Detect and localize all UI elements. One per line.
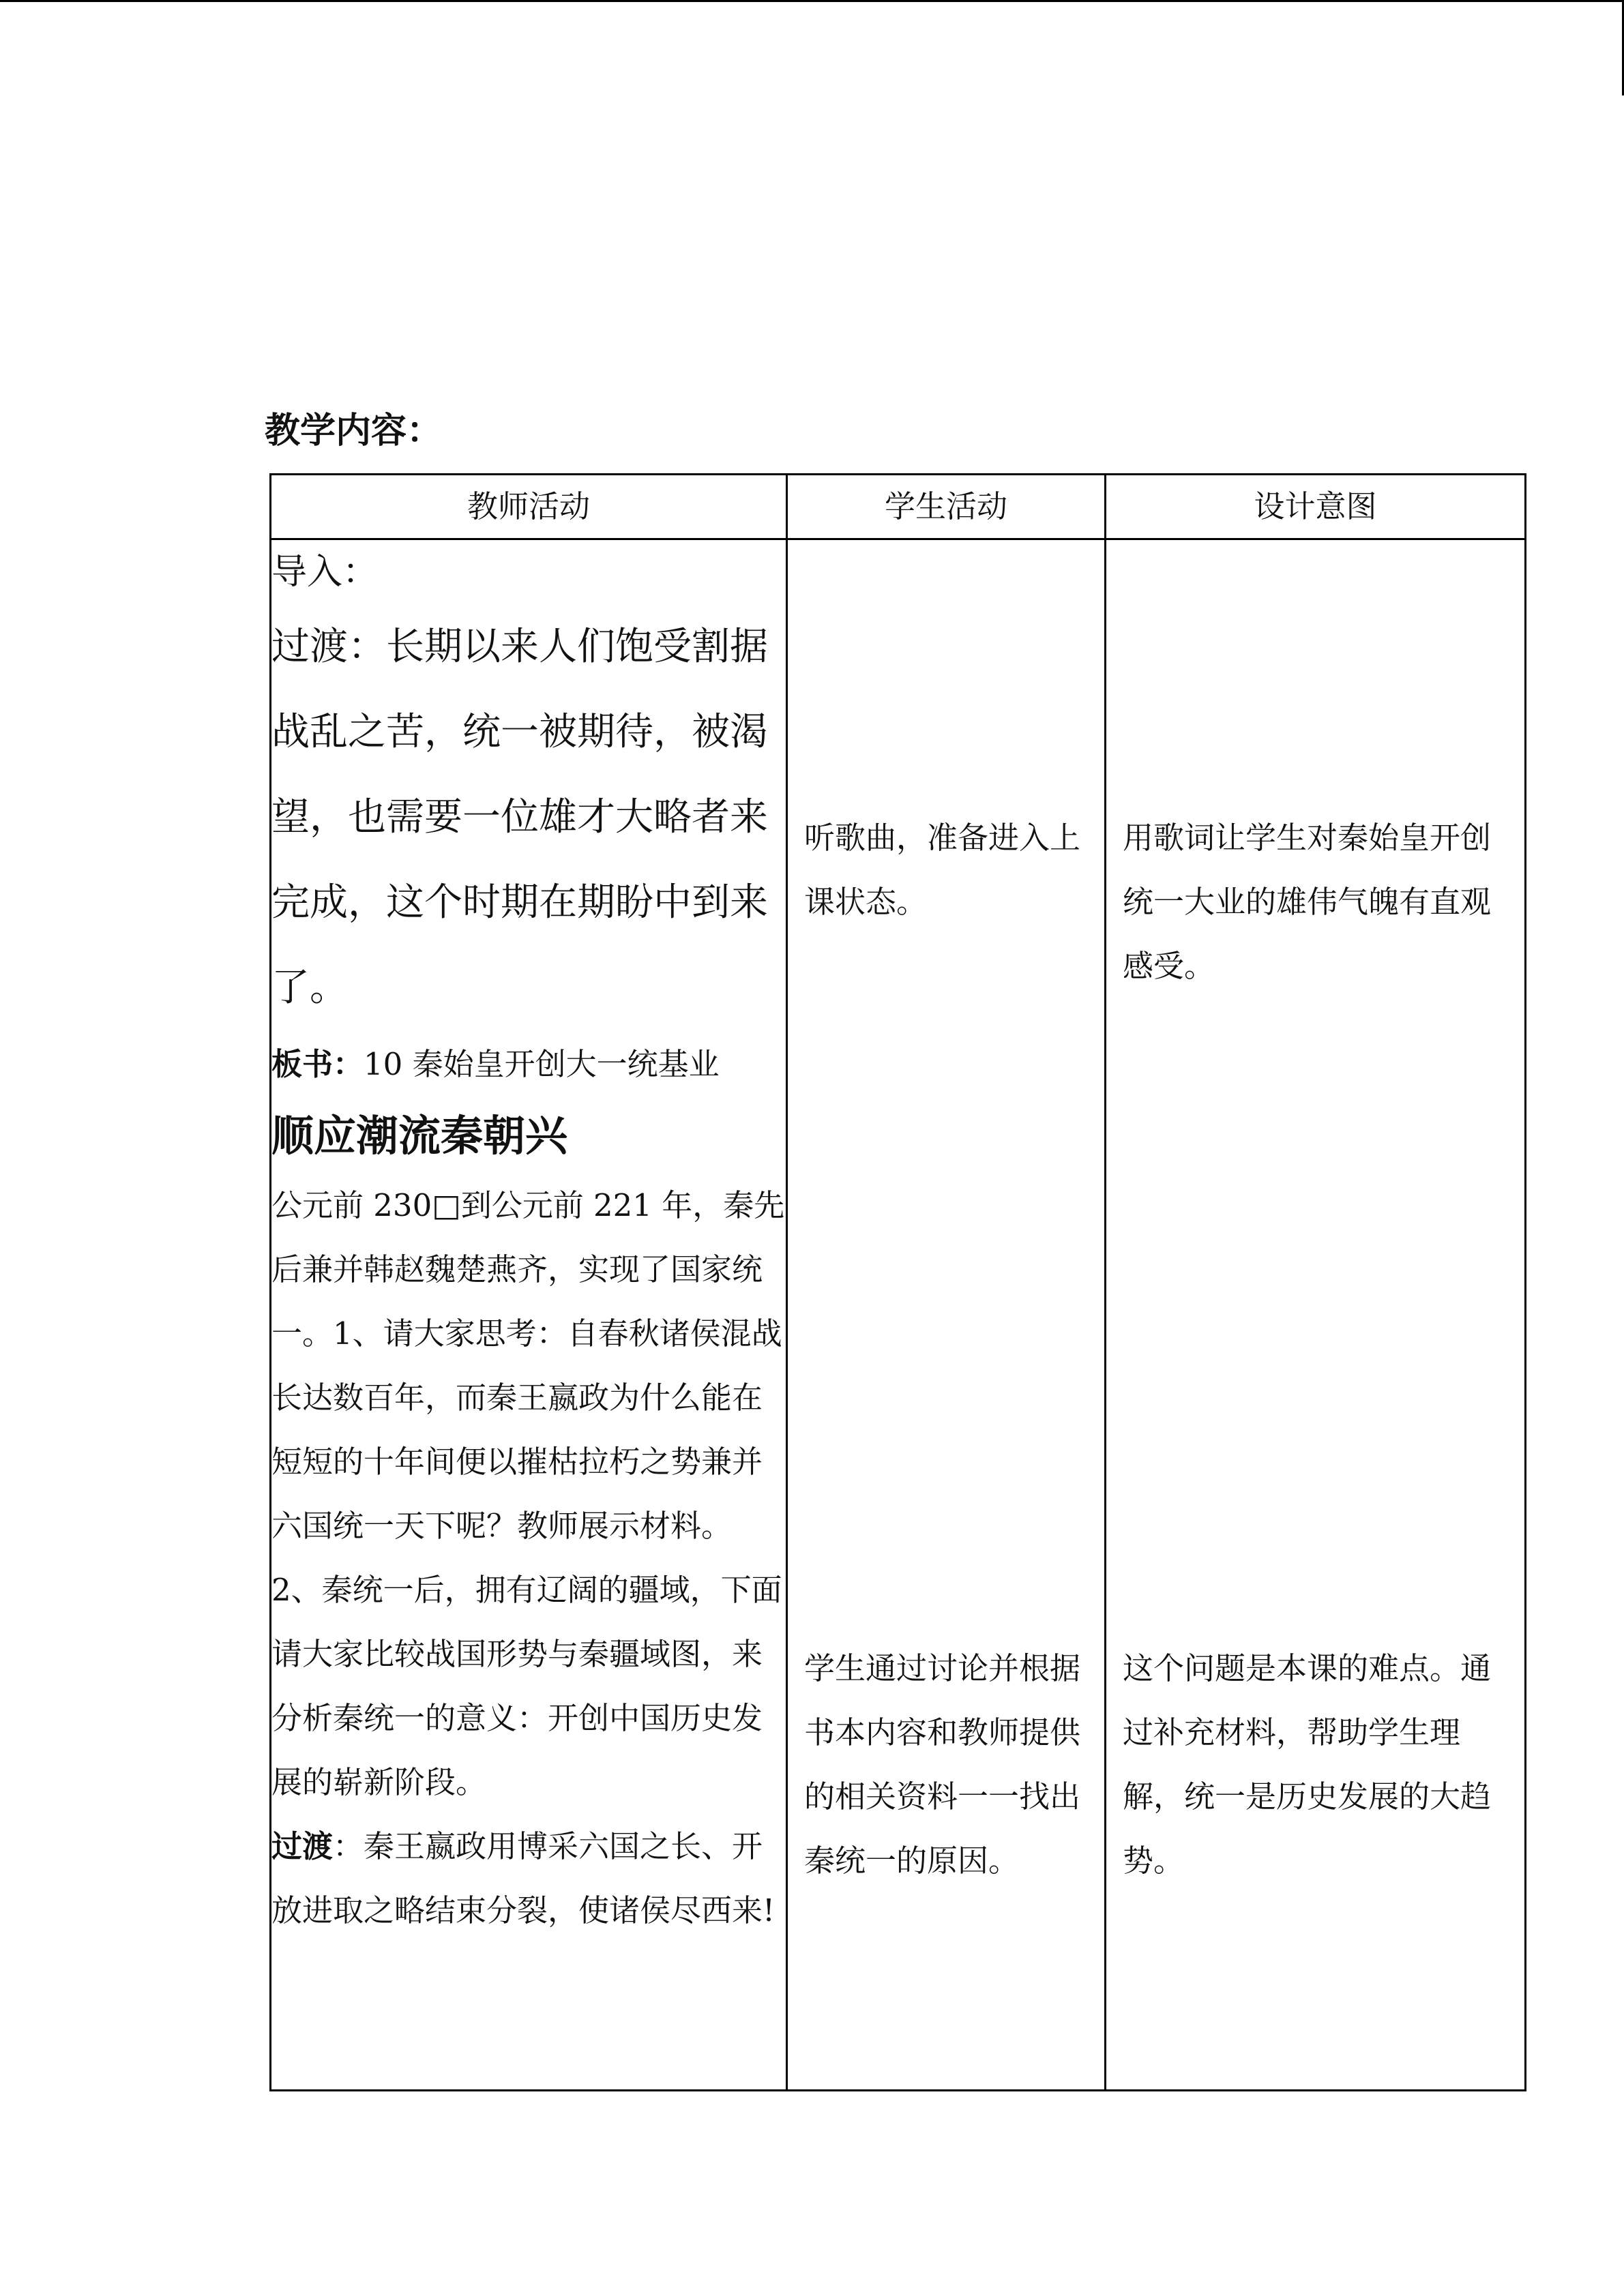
closing-transition: [271, 1815, 786, 1943]
table-row: [271, 539, 1526, 2091]
table-header-row: [271, 475, 1526, 539]
student-activity-cell: [787, 539, 1106, 2091]
student-activity-2: 学生通过讨论并根据书本内容和教师提供的相关资料一一找出秦统一的原因。: [804, 1650, 1081, 1879]
closing-transition-label: 过渡: [271, 1828, 334, 1864]
section-heading: 教学内容：: [265, 411, 443, 451]
design-intent-1: 用歌词让学生对秦始皇开创统一大业的雄伟气魄有直观感受。: [1123, 820, 1492, 984]
transition-paragraph: 过渡：长期以来人们饱受割据战乱之苦，统一被期待，被渴望，也需要一位雄才大略者来完成，这个时期在期盼中到来了。: [271, 625, 768, 1010]
student-activity-1: 听歌曲，准备进入上课状态。: [804, 820, 1081, 920]
design-intent-cell: [1106, 539, 1526, 2091]
board-writing: [271, 1030, 786, 1099]
board-label: 板书：: [271, 1046, 364, 1082]
subheading: 顺应潮流秦朝兴: [271, 1111, 568, 1161]
page-top-border: [0, 0, 1624, 2]
header-design-intent: 设计意图: [1106, 475, 1526, 539]
board-text: 10 秦始皇开创大一统基业: [364, 1046, 720, 1082]
design-intent-2: 这个问题是本课的难点。通过补充材料，帮助学生理解，统一是历史发展的大趋势。: [1123, 1650, 1492, 1879]
intro-label: 导入：: [271, 552, 379, 593]
significance-paragraph: 2、秦统一后，拥有辽阔的疆域，下面请大家比较战国形势与秦疆域图，来分析秦统一的意义：开创中国历史发展的崭新阶段。: [271, 1572, 782, 1800]
lesson-plan-table: [269, 473, 1526, 2091]
unification-paragraph: 公元前 230□到公元前 221 年，秦先后兼并韩赵魏楚燕齐，实现了国家统一。1、请大家思考：自春秋诸侯混战长达数百年，而秦王嬴政为什么能在短短的十年间便以摧枯拉朽之势兼并六国统一天下呢？教师展示材料。: [271, 1187, 785, 1544]
closing-transition-text: ：秦王嬴政用博采六国之长、开放进取之略结束分裂，使诸侯尽西来!: [271, 1828, 776, 1928]
header-student-activity: 学生活动: [787, 475, 1106, 539]
header-teacher-activity: 教师活动: [271, 475, 787, 539]
teacher-activity-cell: [271, 539, 787, 2091]
